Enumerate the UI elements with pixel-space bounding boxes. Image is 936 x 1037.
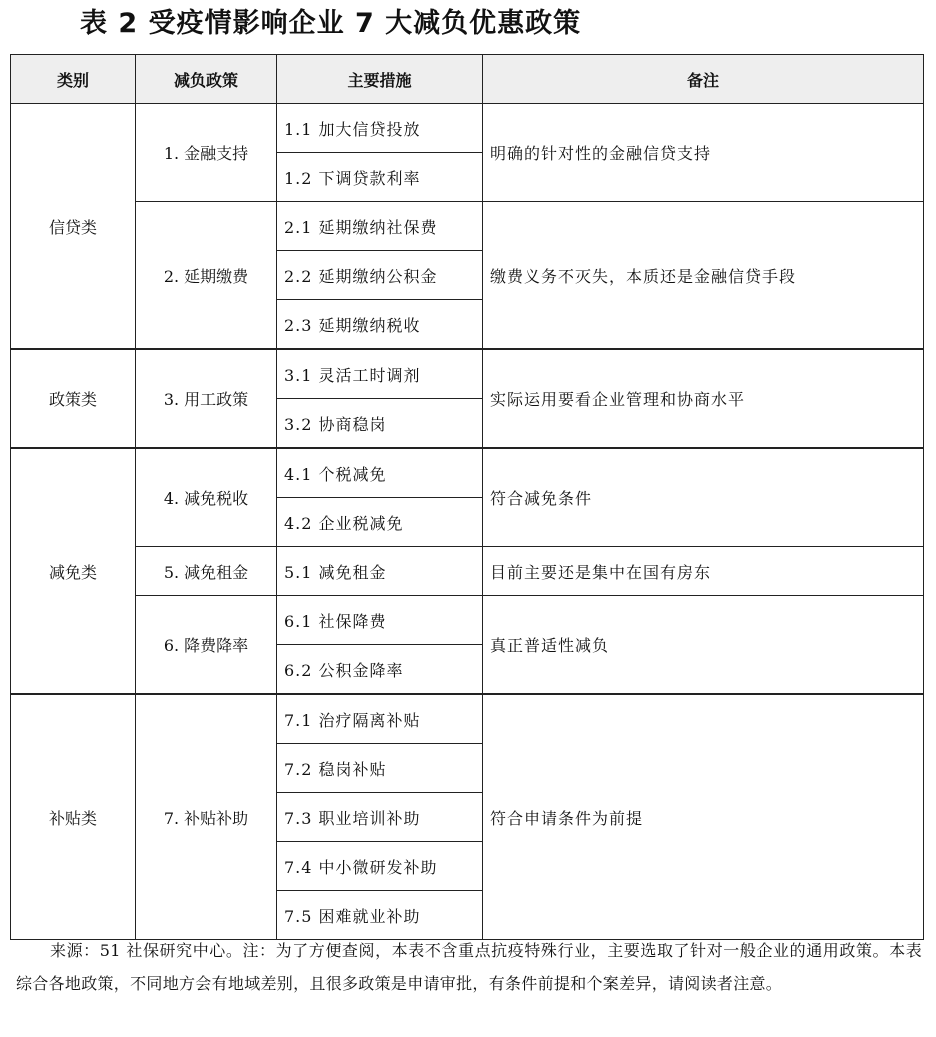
policy-cell: 4. 减免税收	[136, 448, 277, 547]
policy-table	[10, 54, 923, 940]
policy-cell: 3. 用工政策	[136, 349, 277, 448]
table-row	[11, 104, 924, 153]
measure-cell: 5.1 减免租金	[277, 547, 483, 596]
measure-cell: 4.1 个税减免	[277, 448, 483, 498]
policy-cell: 2. 延期缴费	[136, 202, 277, 350]
measure-cell: 1.1 加大信贷投放	[277, 104, 483, 153]
table-row	[11, 448, 924, 498]
measure-cell: 2.1 延期缴纳社保费	[277, 202, 483, 251]
measure-cell: 7.1 治疗隔离补贴	[277, 694, 483, 744]
measure-cell: 4.2 企业税减免	[277, 498, 483, 547]
table-row	[11, 694, 924, 744]
header-category: 类别	[11, 55, 136, 104]
remark-cell: 明确的针对性的金融信贷支持	[483, 104, 924, 202]
measure-cell: 1.2 下调贷款利率	[277, 153, 483, 202]
remark-cell: 真正普适性减负	[483, 596, 924, 695]
policy-cell: 5. 减免租金	[136, 547, 277, 596]
table-row	[11, 202, 924, 251]
category-cell: 减免类	[11, 448, 136, 694]
remark-cell: 实际运用要看企业管理和协商水平	[483, 349, 924, 448]
category-cell: 补贴类	[11, 694, 136, 940]
header-row	[11, 55, 924, 104]
category-cell: 政策类	[11, 349, 136, 448]
remark-cell: 缴费义务不灭失，本质还是金融信贷手段	[483, 202, 924, 350]
remark-cell: 目前主要还是集中在国有房东	[483, 547, 924, 596]
table-row	[11, 596, 924, 645]
category-cell: 信贷类	[11, 104, 136, 350]
measure-cell: 7.4 中小微研发补助	[277, 842, 483, 891]
table-title: 表 2 受疫情影响企业 7 大减负优惠政策	[80, 8, 582, 39]
measure-cell: 7.5 困难就业补助	[277, 891, 483, 940]
measure-cell: 2.3 延期缴纳税收	[277, 300, 483, 350]
policy-cell: 1. 金融支持	[136, 104, 277, 202]
measure-cell: 6.2 公积金降率	[277, 645, 483, 695]
remark-cell: 符合申请条件为前提	[483, 694, 924, 940]
remark-cell: 符合减免条件	[483, 448, 924, 547]
measure-cell: 2.2 延期缴纳公积金	[277, 251, 483, 300]
header-policy: 减负政策	[136, 55, 277, 104]
measure-cell: 7.2 稳岗补贴	[277, 744, 483, 793]
source-note: 来源：51 社保研究中心。注：为了方便查阅，本表不含重点抗疫特殊行业，主要选取了针对一般企业的通用政策。本表综合各地政策，不同地方会有地域差别，且很多政策是申请审批，有条件前提和个案差异，请阅读者注意。	[16, 941, 922, 993]
table-row	[11, 349, 924, 399]
header-remarks: 备注	[483, 55, 924, 104]
measure-cell: 7.3 职业培训补助	[277, 793, 483, 842]
table-row	[11, 547, 924, 596]
measure-cell: 3.1 灵活工时调剂	[277, 349, 483, 399]
policy-cell: 6. 降费降率	[136, 596, 277, 695]
measure-cell: 6.1 社保降费	[277, 596, 483, 645]
policy-cell: 7. 补贴补助	[136, 694, 277, 940]
header-measures: 主要措施	[277, 55, 483, 104]
measure-cell: 3.2 协商稳岗	[277, 399, 483, 449]
